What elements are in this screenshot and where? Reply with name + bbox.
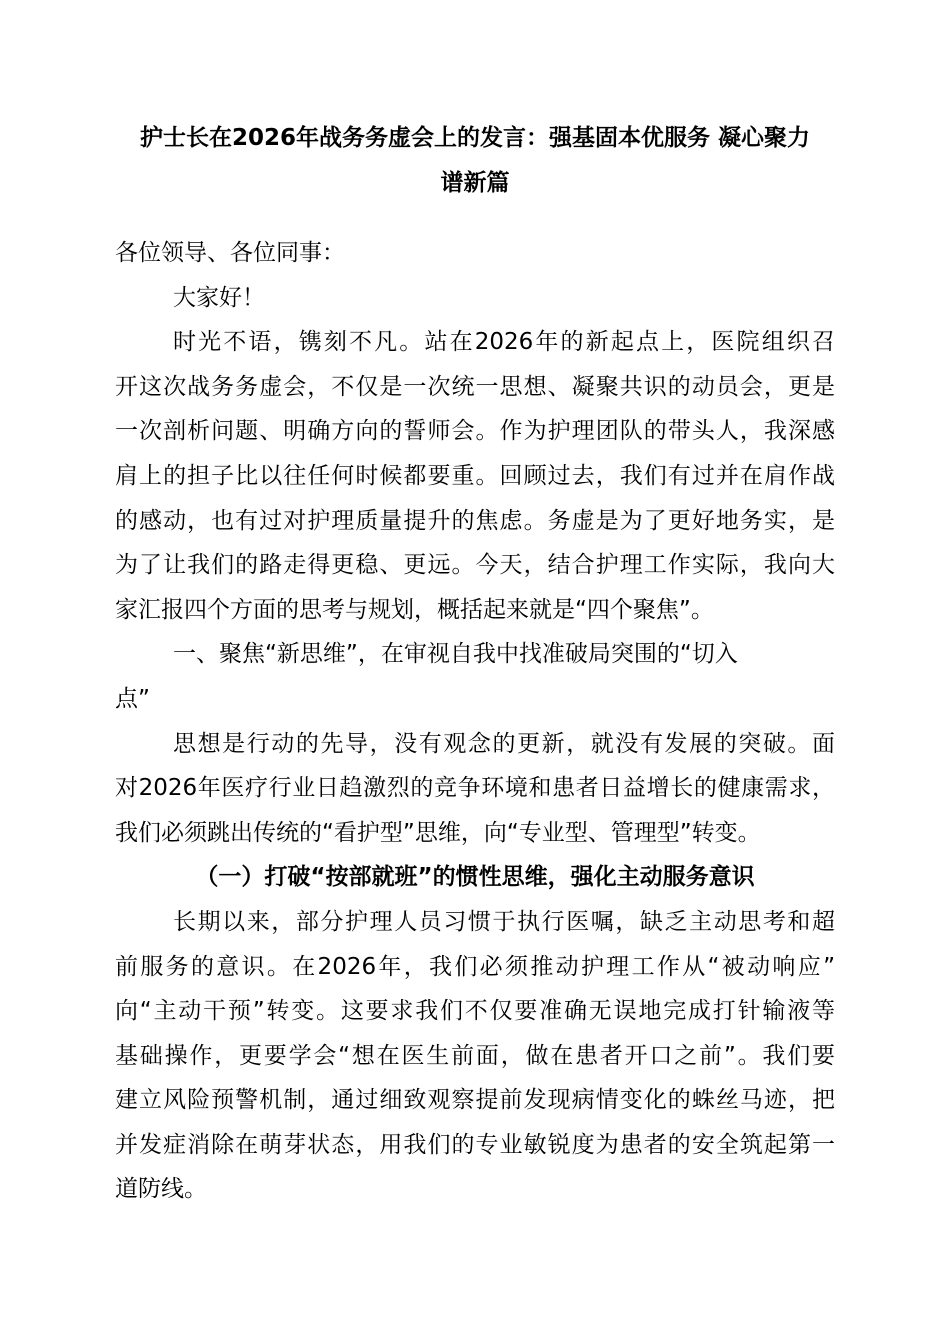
paragraph-line: 前服务的意识。在2026年，我们必须推动护理工作从“被动响应” bbox=[115, 953, 835, 980]
paragraph-line: 对2026年医疗行业日趋激烈的竞争环境和患者日益增长的健康需求， bbox=[115, 775, 835, 802]
paragraph-line: 肩上的担子比以往任何时候都要重。回顾过去，我们有过并在肩作战 bbox=[115, 462, 835, 489]
title-line: 护士长在2026年战务务虚会上的发言：强基固本优服务 凝心聚力 bbox=[139, 125, 811, 151]
paragraph-line: 并发症消除在萌芽状态，用我们的专业敏锐度为患者的安全筑起第一 bbox=[115, 1131, 835, 1158]
salutation: 各位领导、各位同事： bbox=[115, 240, 345, 266]
document-body bbox=[115, 231, 835, 1212]
section-heading-line: 点” bbox=[115, 685, 150, 712]
section-heading-line: 一、聚焦“新思维”，在审视自我中找准破局突围的“切入 bbox=[173, 641, 738, 668]
paragraph-line: 长期以来，部分护理人员习惯于执行医嘱，缺乏主动思考和超 bbox=[173, 908, 835, 935]
paragraph-line: 建立风险预警机制，通过细致观察提前发现病情变化的蛛丝马迹，把 bbox=[115, 1087, 835, 1114]
paragraph-line: 时光不语，镌刻不凡。站在2026年的新起点上，医院组织召 bbox=[173, 329, 835, 356]
subsection-heading: （一）打破“按部就班”的惯性思维，强化主动服务意识 bbox=[195, 864, 755, 891]
title-line: 谱新篇 bbox=[440, 170, 510, 196]
paragraph-line: 基础操作，更要学会“想在医生前面，做在患者开口之前”。我们要 bbox=[115, 1042, 835, 1069]
paragraph-line: 向“主动干预”转变。这要求我们不仅要准确无误地完成打针输液等 bbox=[115, 998, 835, 1025]
paragraph-line: 的感动，也有过对护理质量提升的焦虑。务虚是为了更好地务实，是 bbox=[115, 507, 835, 534]
paragraph-line: 我们必须跳出传统的“看护型”思维，向“专业型、管理型”转变。 bbox=[115, 819, 761, 846]
greeting: 大家好！ bbox=[173, 284, 265, 311]
paragraph-line: 开这次战务务虚会，不仅是一次统一思想、凝聚共识的动员会，更是 bbox=[115, 373, 835, 400]
paragraph-line: 家汇报四个方面的思考与规划，概括起来就是“四个聚焦”。 bbox=[115, 596, 714, 623]
document-title bbox=[115, 116, 835, 206]
paragraph-line: 道防线。 bbox=[115, 1176, 207, 1203]
paragraph-line: 为了让我们的路走得更稳、更远。今天，结合护理工作实际，我向大 bbox=[115, 552, 835, 579]
paragraph-line: 一次剖析问题、明确方向的誓师会。作为护理团队的带头人，我深感 bbox=[115, 418, 835, 445]
paragraph-line: 思想是行动的先导，没有观念的更新，就没有发展的突破。面 bbox=[173, 730, 835, 757]
